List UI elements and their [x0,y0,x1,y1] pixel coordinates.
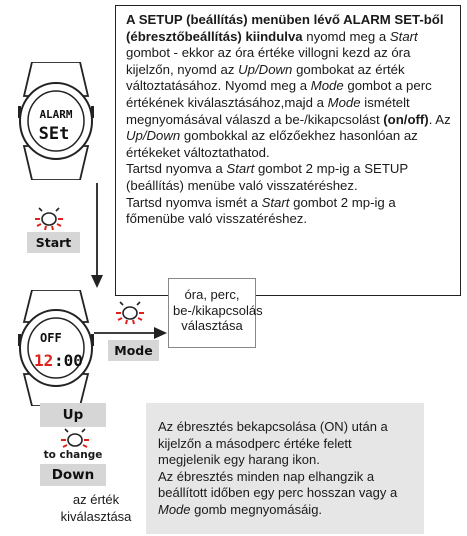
text-run: Tartsd nyomva ismét a [126,194,262,210]
watch-off-time-icon [18,290,94,406]
down-arrow-icon [90,183,104,289]
start-ref: Start [389,28,418,44]
text-run: gombot - ekkor az óra értéke villogni kezd az óra kijelzőn, nyomd az [126,45,411,77]
instruction-box [115,5,461,296]
text-run: gombot 2 mp-ig a SETUP (beállítás) menübe való visszatéréshez. [126,161,408,193]
note-paragraph-1: Az ébresztés bekapcsolása (ON) után a kijelzőn a másodperc értéke felett megjelenik egy harang ikon. [158,419,388,467]
watch1-line2: SEt [38,124,70,144]
onoff-ref: (on/off) [383,111,429,127]
text-run: gomb megnyomásáig. [190,501,323,517]
mode-explanation-text: óra, perc, be-/kikapcsolás választása [173,287,263,333]
text-run: gombokkal az előzőekhez hasonlóan az értékeket változtathatod. [126,128,418,160]
text-run: gombot a perc értékének kiválasztásához,majd a [126,78,432,110]
mode-ref: Mode [158,501,191,517]
text-run: ismételt megnyomásával válaszd a be-/kikapcsolást [126,94,410,127]
instruction-intro: A SETUP (beállítás) menüben lévő ALARM SET-ből (ébresztőbeállítás) kiindulva [126,12,444,44]
bell-ring-icon [32,206,66,232]
updown-ref: Up/Down [126,128,181,144]
down-button-label: Down [40,464,106,486]
text-run: . Az [428,111,451,127]
mode-ref: Mode [310,78,344,94]
value-selection-caption: az érték kiválasztása [60,492,132,524]
updown-ref: Up/Down [238,61,293,77]
watch2-line1: OFF [40,331,62,345]
watch2-minutes: :00 [54,351,83,370]
start-ref: Start [226,161,255,177]
start-ref: Start [261,194,290,210]
instruction-paragraph-3 [126,195,452,228]
text-run: gombokat az érték változtatásához. Nyomd meg a [126,61,405,94]
text-run: gombot 2 mp-ig a főmenübe való visszatéréshez. [126,194,396,227]
mode-ref: Mode [327,94,361,110]
note-paragraph-2 [158,469,414,519]
mode-explanation-box [168,278,263,348]
start-button-label: Start [27,232,80,253]
bell-ring-icon-mode [113,300,147,326]
text-run: Tartsd nyomva a [126,161,227,177]
up-button-label: Up [40,403,106,427]
watch1-line1: ALARM [39,108,73,121]
watch2-hour: 12 [34,351,54,370]
right-arrow-icon [94,326,168,340]
to-change-label: to change [43,449,103,461]
text-run: nyomd meg a [302,28,390,44]
mode-button-label: Mode [108,340,159,361]
instruction-paragraph-1 [126,12,452,161]
text-run: Az ébresztés minden nap elhangzik a beállított időben egy perc hosszan vagy a [158,468,398,500]
note-box [146,403,424,534]
watch-alarm-set-icon [18,62,94,180]
instruction-paragraph-2 [126,161,452,194]
